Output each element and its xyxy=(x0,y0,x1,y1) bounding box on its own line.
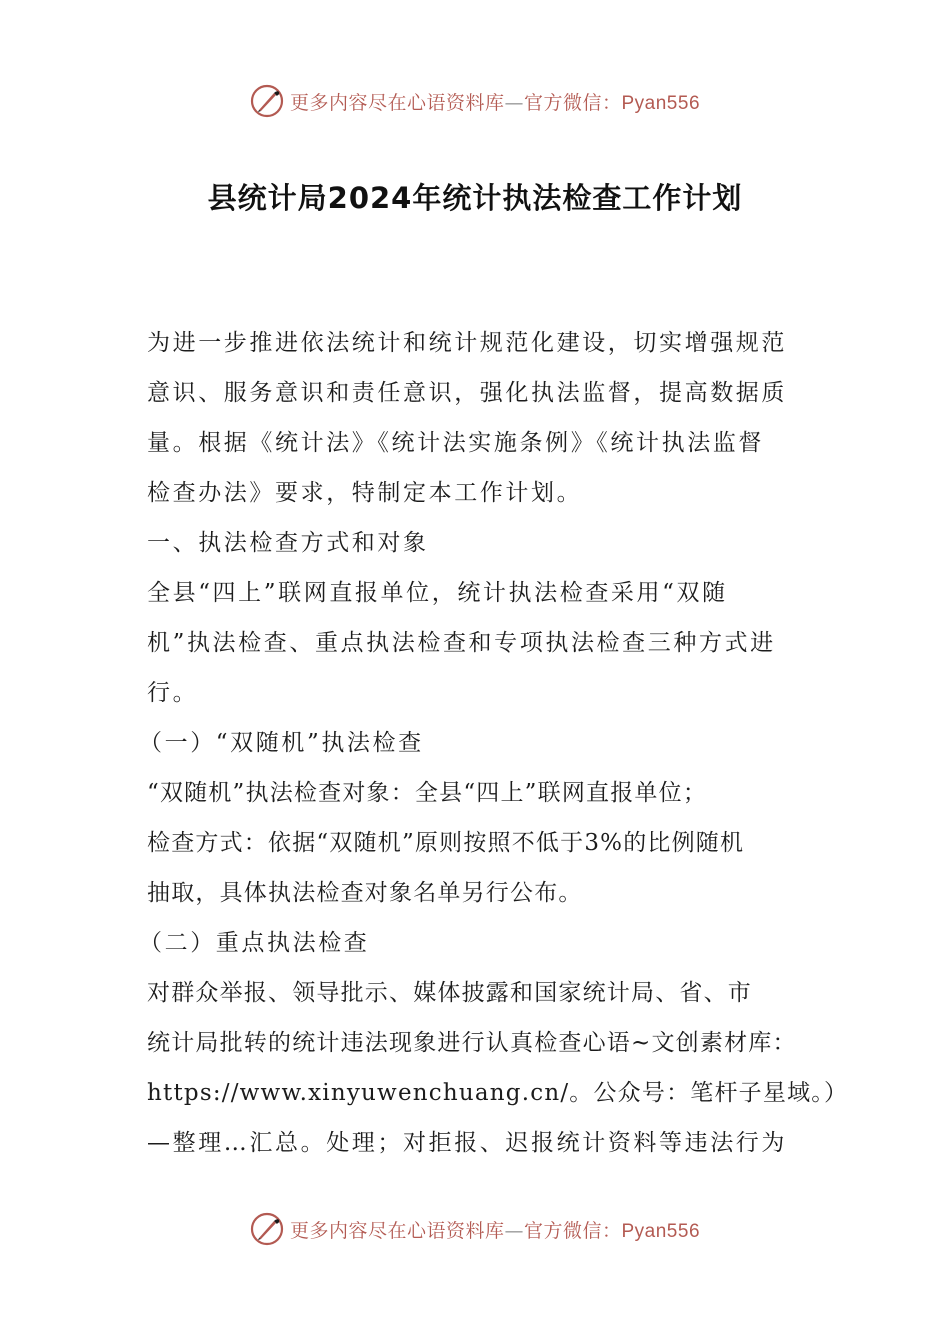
body-line: 对群众举报、领导批示、媒体披露和国家统计局、省、市 xyxy=(147,980,752,1006)
body-line: 为进一步推进依法统计和统计规范化建设，切实增强规范 xyxy=(147,330,787,356)
body-line: “双随机”执法检查对象：全县“四上”联网直报单位； xyxy=(147,780,708,806)
body-line-url: https://www.xinyuwenchuang.cn/。公众号：笔杆子星域。） xyxy=(147,1080,849,1106)
body-line: 抽取，具体执法检查对象名单另行公布。 xyxy=(147,880,583,906)
header-watermark xyxy=(0,84,950,118)
document-body xyxy=(139,318,849,1168)
subsection-heading: （一）“双随机”执法检查 xyxy=(139,730,424,756)
watermark-text: 更多内容尽在心语资料库—官方微信：Pyan556 xyxy=(289,1219,701,1242)
subsection-heading: （二）重点执法检查 xyxy=(139,930,370,956)
body-line: 检查办法》要求，特制定本工作计划。 xyxy=(147,480,583,506)
section-heading: 一、执法检查方式和对象 xyxy=(147,530,429,556)
body-line: 意识、服务意识和责任意识，强化执法监督，提高数据质 xyxy=(147,380,787,406)
body-line: 机”执法检查、重点执法检查和专项执法检查三种方式进 xyxy=(147,630,776,656)
body-line: 统计局批转的统计违法现象进行认真检查心语~文创素材库： xyxy=(147,1030,797,1056)
watermark-text: 更多内容尽在心语资料库—官方微信：Pyan556 xyxy=(289,91,701,114)
body-line: 检查方式：依据“双随机”原则按照不低于3%的比例随机 xyxy=(147,830,745,856)
body-line: 量。根据《统计法》《统计法实施条例》《统计执法监督 xyxy=(147,430,764,456)
body-line: 行。 xyxy=(147,680,199,706)
quill-logo-icon xyxy=(250,84,284,118)
body-line: 全县“四上”联网直报单位，统计执法检查采用“双随 xyxy=(147,580,728,606)
footer-watermark xyxy=(0,1212,950,1246)
document-title: 县统计局2024年统计执法检查工作计划 xyxy=(207,181,743,215)
quill-logo-icon xyxy=(250,1212,284,1246)
body-line: —整理…汇总。处理；对拒报、迟报统计资料等违法行为 xyxy=(147,1130,787,1156)
